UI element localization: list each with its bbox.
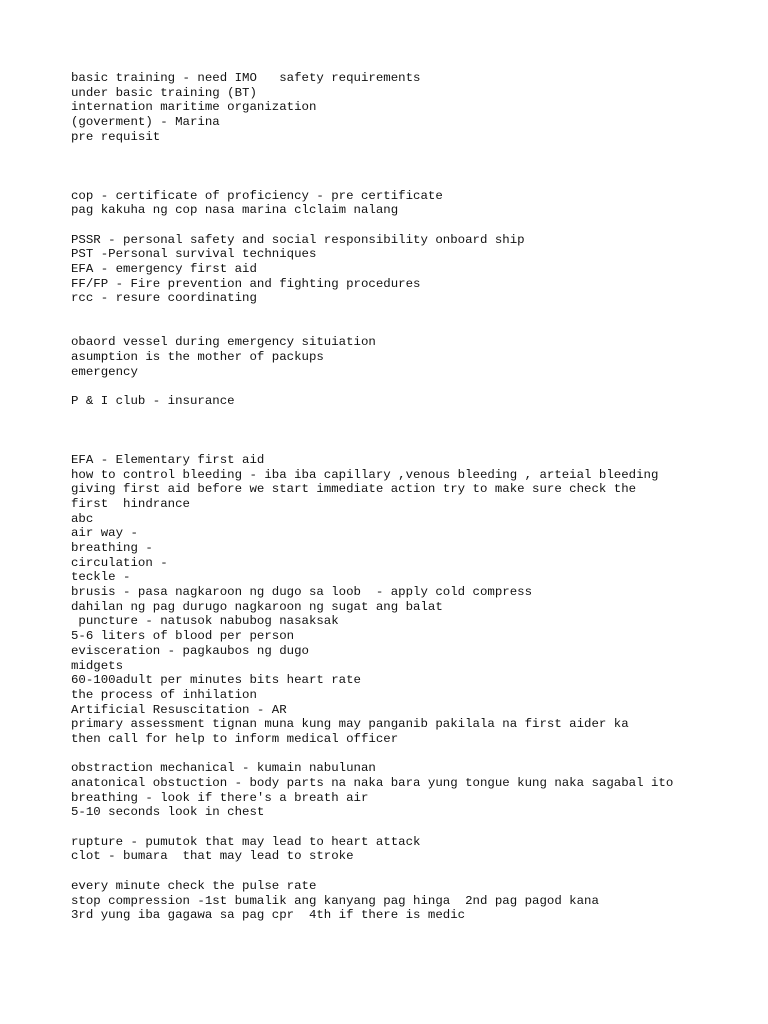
text-line: circulation - bbox=[71, 555, 168, 570]
text-line: PSSR - personal safety and social responsibility onboard ship bbox=[71, 232, 525, 247]
text-line: basic training - need IMO safety requirements bbox=[71, 71, 421, 85]
text-line: emergency bbox=[71, 364, 138, 379]
text-line: 5-6 liters of blood per person bbox=[71, 629, 295, 644]
text-line: (goverment) - Marina bbox=[71, 115, 220, 130]
text-line: every minute check the pulse rate bbox=[71, 878, 317, 893]
text-line: brusis - pasa nagkaroon ng dugo sa loob - apply cold compress bbox=[71, 585, 533, 600]
text-line: FF/FP - Fire prevention and fighting procedures bbox=[71, 276, 421, 291]
text-line: PST -Personal survival techniques bbox=[71, 247, 317, 262]
text-line: the process of inhilation bbox=[71, 687, 257, 702]
text-line: obstraction mechanical - kumain nabulunan bbox=[71, 761, 376, 776]
text-line: under basic training (BT) bbox=[71, 85, 257, 100]
text-line: 60-100adult per minutes bits heart rate bbox=[71, 673, 361, 688]
text-line: evisceration - pagkaubos ng dugo bbox=[71, 643, 309, 658]
text-line: abc bbox=[71, 511, 94, 526]
text-line: puncture - natusok nabubog nasaksak bbox=[71, 614, 339, 629]
text-line: breathing - look if there's a breath air bbox=[71, 790, 369, 805]
text-line: air way - bbox=[71, 526, 138, 541]
blank-line bbox=[71, 409, 751, 424]
text-line: cop - certificate of proficiency - pre certificate bbox=[71, 188, 443, 203]
text-line: then call for help to inform medical officer bbox=[71, 731, 399, 746]
document-body bbox=[71, 71, 751, 923]
text-line: dahilan ng pag durugo nagkaroon ng sugat ang balat bbox=[71, 599, 443, 614]
blank-line bbox=[71, 306, 751, 321]
text-line: giving first aid before we start immediate action try to make sure check the bbox=[71, 482, 637, 497]
text-line: first hindrance bbox=[71, 496, 190, 511]
blank-line bbox=[71, 144, 751, 159]
text-line: obaord vessel during emergency situiation bbox=[71, 335, 376, 350]
text-line: pre requisit bbox=[71, 129, 161, 144]
blank-line bbox=[71, 321, 751, 336]
text-line: rupture - pumutok that may lead to heart attack bbox=[71, 834, 421, 849]
text-line: anatonical obstuction - body parts na naka bara yung tongue kung naka sagabal ito bbox=[71, 776, 674, 790]
text-line: internation maritime organization bbox=[71, 100, 317, 115]
blank-line bbox=[71, 159, 751, 174]
text-line: Artificial Resuscitation - AR bbox=[71, 702, 287, 717]
blank-line bbox=[71, 379, 751, 394]
blank-line bbox=[71, 424, 751, 439]
blank-line bbox=[71, 747, 751, 762]
text-line: teckle - bbox=[71, 570, 131, 585]
text-line: EFA - emergency first aid bbox=[71, 261, 257, 276]
blank-line bbox=[71, 218, 751, 233]
text-line: pag kakuha ng cop nasa marina clclaim nalang bbox=[71, 203, 399, 218]
text-line: rcc - resure coordinating bbox=[71, 291, 257, 306]
text-line: primary assessment tignan muna kung may panganib pakilala na first aider ka bbox=[71, 717, 629, 732]
blank-line bbox=[71, 438, 751, 453]
text-line: midgets bbox=[71, 658, 124, 673]
text-line: EFA - Elementary first aid bbox=[71, 452, 265, 467]
text-line: 3rd yung iba gagawa sa pag cpr 4th if there is medic bbox=[71, 908, 466, 923]
text-line: stop compression -1st bumalik ang kanyang pag hinga 2nd pag pagod kana bbox=[71, 893, 599, 908]
text-line: 5-10 seconds look in chest bbox=[71, 805, 265, 820]
text-line: P & I club - insurance bbox=[71, 394, 235, 409]
text-line: clot - bumara that may lead to stroke bbox=[71, 849, 354, 864]
text-line: how to control bleeding - iba iba capillary ,venous bleeding , arteial bleeding bbox=[71, 467, 659, 482]
blank-line bbox=[71, 820, 751, 835]
text-line: breathing - bbox=[71, 541, 153, 555]
text-line: asumption is the mother of packups bbox=[71, 350, 324, 365]
blank-line bbox=[71, 174, 751, 189]
blank-line bbox=[71, 864, 751, 879]
